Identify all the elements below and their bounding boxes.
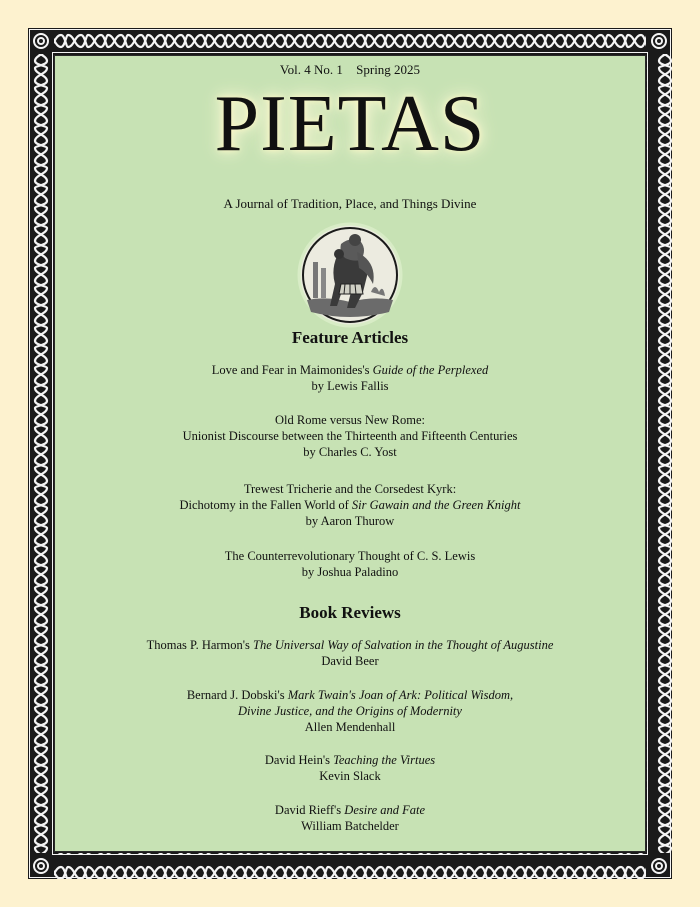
- reviewer: William Batchelder: [301, 819, 399, 833]
- reviewer: Kevin Slack: [319, 769, 381, 783]
- review-book: Thomas P. Harmon's The Universal Way of Salvation in the Thought of Augustine: [146, 638, 554, 652]
- feature-article: [0, 481, 700, 529]
- reviewer: Allen Mendenhall: [304, 720, 396, 734]
- article-author: by Charles C. Yost: [303, 445, 397, 459]
- review-book-line2: Divine Justice, and the Origins of Modernity: [238, 704, 462, 718]
- book-review: [0, 637, 700, 669]
- volume-number: Vol. 4 No. 1: [279, 62, 343, 77]
- article-author: by Lewis Fallis: [311, 379, 389, 393]
- feature-article: [0, 362, 700, 394]
- review-book: Bernard J. Dobski's Mark Twain's Joan of Ark: Political Wisdom,: [186, 688, 514, 702]
- review-book: David Rieff's Desire and Fate: [274, 803, 426, 817]
- book-review: [0, 752, 700, 784]
- book-review: [0, 802, 700, 834]
- article-author: by Joshua Paladino: [301, 565, 399, 579]
- book-review: [0, 687, 700, 735]
- article-title: Love and Fear in Maimonides's Guide of the Perplexed: [211, 363, 489, 377]
- article-author: by Aaron Thurow: [305, 514, 395, 528]
- feature-article: [0, 412, 700, 460]
- article-title: Trewest Tricherie and the Corsedest Kyrk:: [243, 482, 457, 496]
- issue-info: [0, 62, 700, 78]
- reviewer: David Beer: [321, 654, 379, 668]
- article-subtitle: Unionist Discourse between the Thirteenth and Fifteenth Centuries: [182, 429, 518, 443]
- aeneas-carrying-anchises-emblem-icon: [297, 222, 403, 328]
- issue-season: Spring 2025: [356, 62, 421, 77]
- article-title: The Counterrevolutionary Thought of C. S. Lewis: [224, 549, 476, 563]
- article-subtitle: Dichotomy in the Fallen World of Sir Gawain and the Green Knight: [179, 498, 521, 512]
- journal-title: PIETAS: [214, 80, 486, 168]
- book-reviews-heading: Book Reviews: [299, 603, 401, 622]
- review-book: David Hein's Teaching the Virtues: [264, 753, 436, 767]
- feature-articles-heading: Feature Articles: [291, 328, 409, 347]
- journal-subtitle: A Journal of Tradition, Place, and Things Divine: [223, 196, 477, 211]
- article-title: Old Rome versus New Rome:: [275, 413, 425, 427]
- feature-article: [0, 548, 700, 580]
